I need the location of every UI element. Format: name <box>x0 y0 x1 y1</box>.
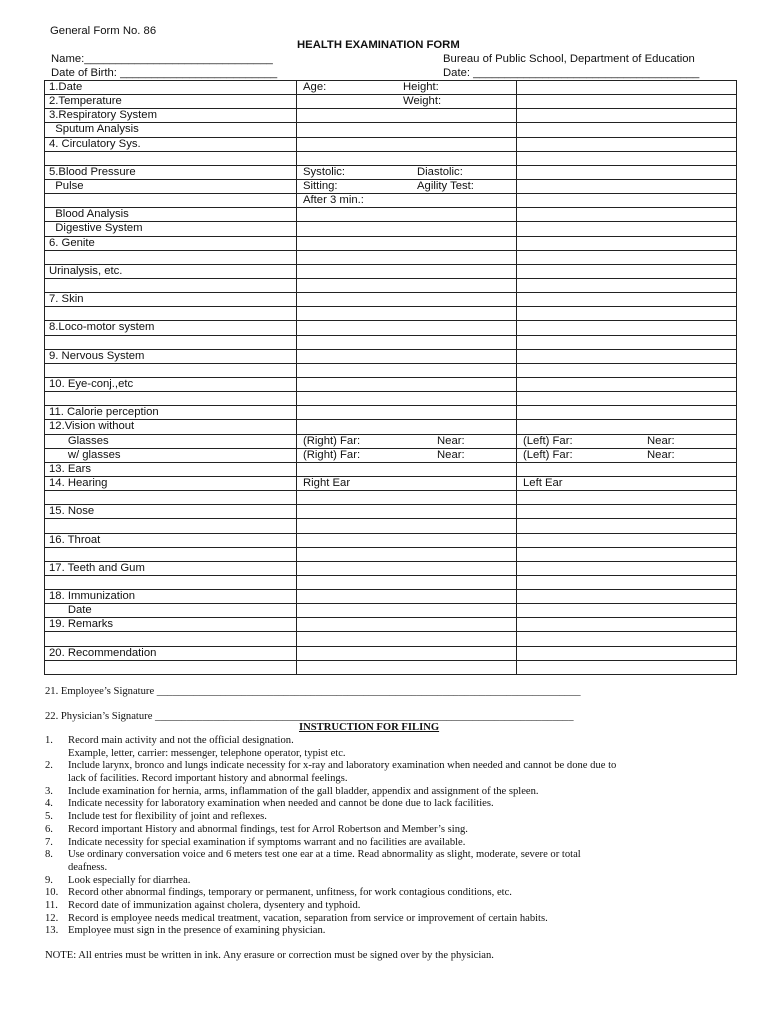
list-item <box>45 798 745 811</box>
entry-cell[interactable] <box>297 420 517 434</box>
list-item-number: 11. <box>45 899 58 911</box>
list-item-text: Record important History and abnormal findings, test for Arrol Robertson and Member’s sing. <box>68 823 468 835</box>
entry-cell[interactable] <box>517 194 737 208</box>
table-row <box>45 137 737 151</box>
field-label: Agility Test: <box>417 180 474 193</box>
entry-cell[interactable] <box>517 561 737 575</box>
list-item <box>45 824 745 837</box>
entry-cell[interactable] <box>297 250 517 264</box>
row-label <box>45 632 297 646</box>
list-item <box>45 925 745 938</box>
field-label: Left Ear <box>523 477 563 489</box>
entry-cell[interactable] <box>517 335 737 349</box>
table-row <box>45 363 737 377</box>
table-row <box>45 590 737 604</box>
entry-cell[interactable] <box>297 575 517 589</box>
list-item-text: Look especially for diarrhea. <box>68 874 191 886</box>
list-item-number: 9. <box>45 874 53 886</box>
entry-cell[interactable] <box>517 533 737 547</box>
entry-cell[interactable] <box>517 392 737 406</box>
list-item <box>45 837 745 850</box>
table-row <box>45 321 737 335</box>
entry-cell[interactable] <box>297 151 517 165</box>
list-item <box>45 913 745 926</box>
entry-cell[interactable] <box>517 604 737 618</box>
list-item-number: 13. <box>45 925 59 937</box>
entry-cell[interactable] <box>517 632 737 646</box>
entry-cell[interactable] <box>517 434 737 448</box>
table-row <box>45 123 737 137</box>
entry-cell[interactable] <box>297 618 517 632</box>
table-row <box>45 448 737 462</box>
entry-cell[interactable] <box>297 321 517 335</box>
entry-cell[interactable] <box>517 462 737 476</box>
entry-cell[interactable] <box>517 547 737 561</box>
field-label: Weight: <box>403 95 442 108</box>
table-row <box>45 632 737 646</box>
table-row <box>45 547 737 561</box>
list-item <box>45 735 745 748</box>
entry-cell[interactable] <box>517 377 737 391</box>
table-row <box>45 109 737 123</box>
entry-cell[interactable] <box>517 137 737 151</box>
row-label: 16. Throat <box>45 533 297 547</box>
entry-cell[interactable] <box>297 406 517 420</box>
list-item-text: Record date of immunization against cholera, dysentery and typhoid. <box>68 899 361 911</box>
row-label: 11. Calorie perception <box>45 406 297 420</box>
entry-cell[interactable] <box>297 307 517 321</box>
row-label <box>45 519 297 533</box>
instructions-title: INSTRUCTION FOR FILING <box>299 722 440 733</box>
list-item <box>45 849 745 862</box>
row-label: Blood Analysis <box>45 208 297 222</box>
instructions-list <box>45 735 745 938</box>
field-label: Diastolic: <box>417 165 463 178</box>
entry-cell[interactable] <box>297 137 517 151</box>
table-row <box>45 660 737 674</box>
row-label: 5.Blood Pressure <box>45 165 297 179</box>
row-label <box>45 363 297 377</box>
row-label: 6. Genite <box>45 236 297 250</box>
table-row <box>45 264 737 278</box>
row-label: Glasses <box>45 434 297 448</box>
entry-cell[interactable] <box>517 491 737 505</box>
entry-cell[interactable] <box>297 363 517 377</box>
field-label: After 3 min.: <box>303 194 364 207</box>
entry-cell[interactable] <box>297 519 517 533</box>
footer-note: NOTE: All entries must be written in ink. Any erasure or correction must be signed over by the physician. <box>45 950 494 961</box>
entry-cell[interactable] <box>517 646 737 660</box>
table-row <box>45 519 737 533</box>
list-item-number: 2. <box>45 760 53 772</box>
list-item-text: Record main activity and not the official designation. <box>68 735 294 746</box>
form-number: General Form No. 86 <box>50 25 157 37</box>
row-label: 17. Teeth and Gum <box>45 561 297 575</box>
row-label <box>45 151 297 165</box>
table-row <box>45 151 737 165</box>
field-label: Near: <box>647 434 675 447</box>
table-row <box>45 222 737 236</box>
list-item <box>45 773 745 786</box>
entry-cell[interactable] <box>517 519 737 533</box>
entry-cell[interactable] <box>517 307 737 321</box>
entry-cell[interactable] <box>517 278 737 292</box>
entry-cell[interactable] <box>297 632 517 646</box>
entry-cell[interactable] <box>297 505 517 519</box>
row-label: 2.Temperature <box>45 95 297 109</box>
row-label <box>45 392 297 406</box>
field-label: (Left) Far: <box>523 448 573 461</box>
row-label <box>45 660 297 674</box>
entry-cell[interactable] <box>297 476 517 490</box>
entry-cell[interactable] <box>297 123 517 137</box>
row-label <box>45 491 297 505</box>
field-label: Near: <box>647 448 675 461</box>
list-item-text: Example, letter, carrier: messenger, telephone operator, typist etc. <box>68 747 346 759</box>
list-item <box>45 748 745 761</box>
row-label: 4. Circulatory Sys. <box>45 137 297 151</box>
entry-cell[interactable] <box>517 109 737 123</box>
field-label: (Left) Far: <box>523 434 573 447</box>
entry-cell[interactable] <box>297 278 517 292</box>
list-item-number: 5. <box>45 811 53 823</box>
row-label: 10. Eye-conj.,etc <box>45 377 297 391</box>
list-item-text: Include larynx, bronco and lungs indicate necessity for x-ray and laboratory examination when needed and cannot be done due to <box>68 760 617 772</box>
row-label: Sputum Analysis <box>45 123 297 137</box>
list-item-number: 7. <box>45 836 53 848</box>
entry-cell[interactable] <box>297 349 517 363</box>
entry-cell[interactable] <box>517 123 737 137</box>
table-row <box>45 349 737 363</box>
table-row <box>45 165 737 179</box>
entry-cell[interactable] <box>297 448 517 462</box>
entry-cell[interactable] <box>517 476 737 490</box>
entry-cell[interactable] <box>297 236 517 250</box>
list-item <box>45 786 745 799</box>
entry-cell[interactable] <box>517 660 737 674</box>
entry-cell[interactable] <box>517 420 737 434</box>
list-item-number: 6. <box>45 823 53 835</box>
table-row <box>45 434 737 448</box>
row-label: 15. Nose <box>45 505 297 519</box>
table-row <box>45 278 737 292</box>
list-item <box>45 875 745 888</box>
form-title: HEALTH EXAMINATION FORM <box>297 39 460 51</box>
table-row <box>45 618 737 632</box>
field-label: (Right) Far: <box>303 434 361 447</box>
entry-cell[interactable] <box>297 462 517 476</box>
name-field[interactable]: Name:______________________________ <box>51 53 273 65</box>
table-row <box>45 476 737 490</box>
table-row <box>45 406 737 420</box>
field-label: Sitting: <box>303 180 338 193</box>
field-label: Systolic: <box>303 165 346 178</box>
list-item-text: Include examination for hernia, arms, inflammation of the gall bladder, appendix and assignment of the spleen. <box>68 785 539 797</box>
entry-cell[interactable] <box>517 151 737 165</box>
examination-table <box>44 80 737 675</box>
list-item <box>45 811 745 824</box>
row-label: 14. Hearing <box>45 476 297 490</box>
field-label: (Right) Far: <box>303 448 361 461</box>
row-label <box>45 575 297 589</box>
list-item-number: 4. <box>45 798 53 810</box>
entry-cell[interactable] <box>297 222 517 236</box>
entry-cell[interactable] <box>297 377 517 391</box>
entry-cell[interactable] <box>297 491 517 505</box>
table-row <box>45 392 737 406</box>
entry-cell[interactable] <box>517 349 737 363</box>
entry-cell[interactable] <box>517 505 737 519</box>
list-item <box>45 862 745 875</box>
entry-cell[interactable] <box>517 165 737 179</box>
row-label: Digestive System <box>45 222 297 236</box>
table-row <box>45 179 737 193</box>
entry-cell[interactable] <box>297 179 517 193</box>
list-item-number: 12. <box>45 912 59 924</box>
table-row <box>45 194 737 208</box>
entry-cell[interactable] <box>297 335 517 349</box>
table-row <box>45 250 737 264</box>
table-row <box>45 95 737 109</box>
entry-cell[interactable] <box>517 590 737 604</box>
table-row <box>45 377 737 391</box>
row-label <box>45 194 297 208</box>
table-row <box>45 575 737 589</box>
row-label: 13. Ears <box>45 462 297 476</box>
row-label: 8.Loco-motor system <box>45 321 297 335</box>
table-row <box>45 335 737 349</box>
entry-cell[interactable] <box>517 321 737 335</box>
entry-cell[interactable] <box>297 590 517 604</box>
entry-cell[interactable] <box>517 179 737 193</box>
field-label: Age: <box>303 81 327 94</box>
list-item-number: 10. <box>45 887 59 899</box>
table-row <box>45 604 737 618</box>
entry-cell[interactable] <box>297 646 517 660</box>
entry-cell[interactable] <box>297 194 517 208</box>
row-label: 18. Immunization <box>45 590 297 604</box>
row-label <box>45 307 297 321</box>
entry-cell[interactable] <box>297 165 517 179</box>
field-label: Near: <box>437 448 465 461</box>
list-item <box>45 887 745 900</box>
row-label <box>45 547 297 561</box>
row-label <box>45 278 297 292</box>
list-item <box>45 900 745 913</box>
bureau-label: Bureau of Public School, Department of Education <box>443 53 695 65</box>
table-row <box>45 646 737 660</box>
table-row <box>45 420 737 434</box>
table-row <box>45 236 737 250</box>
entry-cell[interactable] <box>297 392 517 406</box>
list-item-text: Record is employee needs medical treatment, vacation, separation from service or improvement of certain habits. <box>68 912 548 924</box>
row-label: 20. Recommendation <box>45 646 297 660</box>
entry-cell[interactable] <box>517 448 737 462</box>
entry-cell[interactable] <box>517 95 737 109</box>
entry-cell[interactable] <box>517 264 737 278</box>
list-item-text: lack of facilities. Record important history and abnormal feelings. <box>68 773 348 785</box>
table-row <box>45 505 737 519</box>
list-item <box>45 760 745 773</box>
row-label <box>45 250 297 264</box>
row-label: 19. Remarks <box>45 618 297 632</box>
entry-cell[interactable] <box>297 547 517 561</box>
table-row <box>45 491 737 505</box>
list-item-text: Record other abnormal findings, temporary or permanent, unfitness, for work contagious conditions, etc. <box>68 887 512 899</box>
entry-cell[interactable] <box>517 618 737 632</box>
entry-cell[interactable] <box>517 250 737 264</box>
table-row <box>45 462 737 476</box>
physician-signature-line[interactable]: 22. Physician’s Signature _______________________________________________________________________________ <box>45 711 574 722</box>
entry-cell[interactable] <box>297 604 517 618</box>
entry-cell[interactable] <box>297 660 517 674</box>
date-of-birth-field[interactable]: Date of Birth: _________________________ <box>51 67 278 79</box>
list-item-text: Indicate necessity for special examination if symptoms warrant and no facilities are available. <box>68 836 466 848</box>
list-item-text: Indicate necessity for laboratory examination when needed and cannot be done due to lack facilities. <box>68 798 494 810</box>
row-label: Date <box>45 604 297 618</box>
list-item-number: 1. <box>45 735 53 746</box>
table-row <box>45 81 737 95</box>
row-label: 7. Skin <box>45 293 297 307</box>
entry-cell[interactable] <box>297 434 517 448</box>
table-row <box>45 533 737 547</box>
entry-cell[interactable] <box>297 264 517 278</box>
employee-signature-line[interactable]: 21. Employee’s Signature ________________________________________________________________________________ <box>45 686 581 697</box>
table-row <box>45 293 737 307</box>
table-row <box>45 561 737 575</box>
field-label: Right Ear <box>303 477 351 489</box>
entry-cell[interactable] <box>297 95 517 109</box>
list-item-text: Employee must sign in the presence of examining physician. <box>68 925 326 937</box>
entry-cell[interactable] <box>517 208 737 222</box>
row-label: Urinalysis, etc. <box>45 264 297 278</box>
entry-cell[interactable] <box>297 293 517 307</box>
table-row <box>45 208 737 222</box>
list-item-text: Include test for flexibility of joint and reflexes. <box>68 811 267 823</box>
entry-cell[interactable] <box>297 81 517 95</box>
row-label: 9. Nervous System <box>45 349 297 363</box>
entry-cell[interactable] <box>517 81 737 95</box>
row-label: 1.Date <box>45 81 297 95</box>
row-label: w/ glasses <box>45 448 297 462</box>
list-item-text: Use ordinary conversation voice and 6 meters test one ear at a time. Read abnormality as slight, moderate, severe or total <box>68 849 581 861</box>
entry-cell[interactable] <box>517 236 737 250</box>
entry-cell[interactable] <box>297 208 517 222</box>
table-row <box>45 307 737 321</box>
entry-cell[interactable] <box>517 293 737 307</box>
date-field[interactable]: Date: ____________________________________ <box>443 67 700 79</box>
row-label <box>45 335 297 349</box>
row-label: 3.Respiratory System <box>45 109 297 123</box>
entry-cell[interactable] <box>517 222 737 236</box>
entry-cell[interactable] <box>297 533 517 547</box>
list-item-number: 8. <box>45 849 53 861</box>
entry-cell[interactable] <box>297 561 517 575</box>
entry-cell[interactable] <box>297 109 517 123</box>
list-item-text: deafness. <box>68 861 108 873</box>
field-label: Height: <box>403 81 439 94</box>
list-item-number: 3. <box>45 785 53 797</box>
field-label: Near: <box>437 434 465 447</box>
entry-cell[interactable] <box>517 575 737 589</box>
entry-cell[interactable] <box>517 363 737 377</box>
entry-cell[interactable] <box>517 406 737 420</box>
row-label: 12.Vision without <box>45 420 297 434</box>
row-label: Pulse <box>45 179 297 193</box>
